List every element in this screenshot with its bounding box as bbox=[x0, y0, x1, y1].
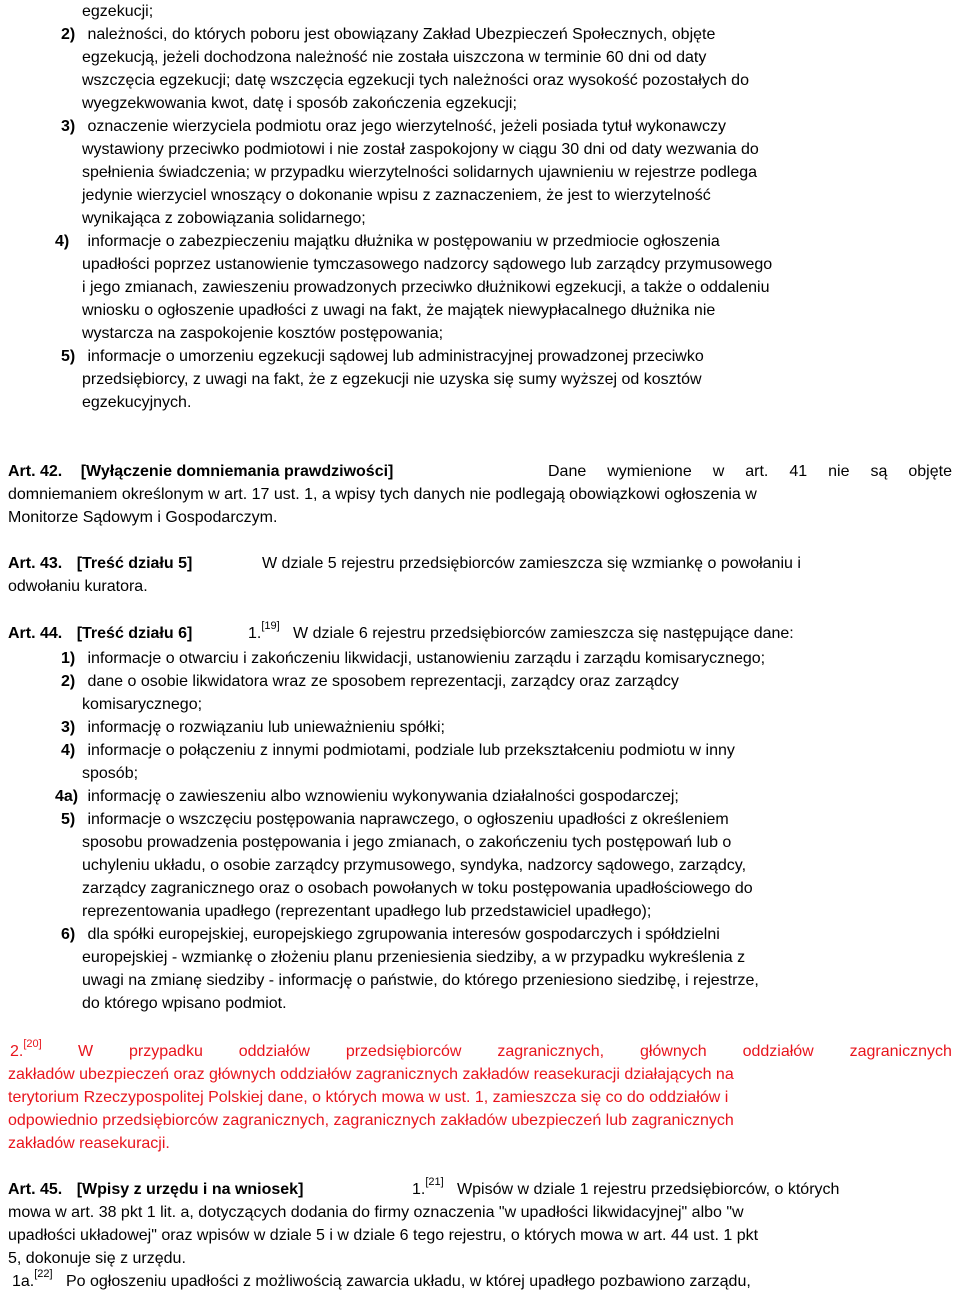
text-line: reprezentowania upadłego (reprezentant upadłego lub przedstawiciel upadłego); bbox=[82, 903, 652, 920]
item-number: 1) bbox=[61, 650, 76, 667]
text-line: wystarcza na zaspokojenie kosztów postępowania; bbox=[82, 325, 444, 342]
text-line: egzekucyjnych. bbox=[82, 394, 192, 411]
item-text: informacje o umorzeniu egzekucji sądowej lub administracyjnej prowadzonej przeciwko bbox=[87, 348, 704, 365]
text-line: odwołaniu kuratora. bbox=[8, 578, 148, 595]
text-line: przedsiębiorcy, z uwagi na fakt, że z egzekucji nie uzyska się sumy wyższej od kosztów bbox=[82, 371, 702, 388]
list-item-1 bbox=[61, 647, 765, 670]
list-item-4a bbox=[55, 785, 679, 808]
list-item-3 bbox=[61, 716, 445, 739]
item-number: 6) bbox=[61, 926, 76, 943]
text-line: egzekucją, jeżeli dochodzona należność nie została uiszczona w terminie 60 dni od daty bbox=[82, 49, 707, 66]
paragraph-number: 1a. bbox=[12, 1273, 35, 1290]
text-line: zarządcy zagranicznego oraz o osobach powołanych w toku postępowania upadłościowego do bbox=[82, 880, 753, 897]
word: zagranicznych, bbox=[497, 1043, 605, 1060]
text-line: wynikająca z zobowiązania solidarnego; bbox=[82, 210, 366, 227]
list-item-5 bbox=[61, 345, 704, 368]
word: wymienione bbox=[607, 463, 692, 480]
item-number: 4) bbox=[61, 742, 76, 759]
text-line: zakładów ubezpieczeń oraz głównych oddziałów zagranicznych zakładów reasekuracji działających na bbox=[8, 1066, 734, 1083]
word: przypadku bbox=[129, 1043, 203, 1060]
item-text: dla spółki europejskiej, europejskiego zgrupowania interesów gospodarczych i spółdzielni bbox=[87, 926, 720, 943]
item-number: 5) bbox=[61, 348, 76, 365]
paragraph-number: 1. bbox=[248, 625, 262, 642]
word: są bbox=[870, 463, 888, 480]
text-line: spełnienia świadczenia; w przypadku wierzytelności solidarnych ujawnieniu w rejestrze podlega bbox=[82, 164, 758, 181]
item-text: informacje o otwarciu i zakończeniu likwidacji, ustanowieniu zarządu i zarządu komisarycznego; bbox=[87, 650, 766, 667]
word: w bbox=[712, 463, 725, 480]
article-44-heading bbox=[8, 622, 192, 645]
paragraph-1 bbox=[248, 622, 794, 645]
text-line: i jego zmianach, zawieszeniu prowadzonych przeciwko dłużnikowi egzekucji, a także o oddaleniu bbox=[82, 279, 770, 296]
item-number: 5) bbox=[61, 811, 76, 828]
article-42-heading bbox=[8, 460, 393, 483]
item-text: informacje o połączeniu z innymi podmiotami, podziale lub przekształceniu podmiotu w inny bbox=[87, 742, 735, 759]
justified-line bbox=[78, 1040, 952, 1063]
list-item-3 bbox=[61, 115, 726, 138]
paragraph-1 bbox=[412, 1178, 839, 1201]
word: głównych bbox=[639, 1043, 707, 1060]
list-item-4 bbox=[61, 739, 735, 762]
item-number: 2) bbox=[61, 26, 76, 43]
article-number: Art. 45. bbox=[8, 1181, 63, 1198]
text-line: Monitorze Sądowym i Gospodarczym. bbox=[8, 509, 278, 526]
text-line: uchyleniu układu, o osobie zarządcy przymusowego, syndyka, nadzorcy sądowego, zarządcy, bbox=[82, 857, 747, 874]
item-number: 3) bbox=[61, 118, 76, 135]
footnote-ref[interactable]: [21] bbox=[425, 1176, 444, 1188]
text-line: do którego wpisano podmiot. bbox=[82, 995, 287, 1012]
text-line: sposób; bbox=[82, 765, 139, 782]
text-line: wystawiony przeciwko podmiotowi i nie został zaspokojony w ciągu 30 dni od daty wezwania do bbox=[82, 141, 759, 158]
word: objęte bbox=[908, 463, 952, 480]
word: przedsiębiorców bbox=[345, 1043, 462, 1060]
text-line: upadłości poprzez ustanowienie tymczasowego nadzorcy sądowego lub zarządcy przymusowego bbox=[82, 256, 773, 273]
paragraph-2-number bbox=[10, 1040, 42, 1063]
footnote-ref[interactable]: [19] bbox=[261, 620, 280, 632]
text-line: W dziale 5 rejestru przedsiębiorców zamieszcza się wzmiankę o powołaniu i bbox=[262, 555, 801, 572]
justified-line bbox=[548, 460, 952, 483]
paragraph-1a bbox=[12, 1270, 751, 1293]
footnote-ref[interactable]: [22] bbox=[34, 1268, 53, 1280]
paragraph-text: Wpisów w dziale 1 rejestru przedsiębiorców, o których bbox=[457, 1181, 840, 1198]
article-number: Art. 43. bbox=[8, 555, 63, 572]
text-line: mowa w art. 38 pkt 1 lit. a, dotyczących dodania do firmy oznaczenia "w upadłości likwidacyjnej" albo "w bbox=[8, 1204, 744, 1221]
list-item-2 bbox=[61, 670, 679, 693]
item-number: 4a) bbox=[55, 788, 79, 805]
list-item-4 bbox=[55, 230, 720, 253]
paragraph-number: 1. bbox=[412, 1181, 426, 1198]
item-text: oznaczenie wierzyciela podmiotu oraz jego wierzytelność, jeżeli posiada tytuł wykonawczy bbox=[87, 118, 726, 135]
word: nie bbox=[828, 463, 850, 480]
text-line: wniosku o ogłoszenie upadłości z uwagi na fakt, że majątek niewypłacalnego dłużnika nie bbox=[82, 302, 716, 319]
text-line: zakładów reasekuracji. bbox=[8, 1135, 170, 1152]
text-line: wszczęcia egzekucji; datę wszczęcia egzekucji tych należności oraz wysokość pozostałych do bbox=[82, 72, 749, 89]
footnote-ref[interactable]: [20] bbox=[23, 1038, 42, 1050]
text-line: wyegzekwowania kwot, datę i sposób zakończenia egzekucji; bbox=[82, 95, 517, 112]
item-number: 2) bbox=[61, 673, 76, 690]
text-line: terytorium Rzeczypospolitej Polskiej dane, o których mowa w ust. 1, zamieszcza się co do oddziałów i bbox=[8, 1089, 729, 1106]
paragraph-number: 2. bbox=[10, 1043, 24, 1060]
item-text: dane o osobie likwidatora wraz ze sposobem reprezentacji, zarządcy oraz zarządcy bbox=[87, 673, 679, 690]
paragraph-text: W dziale 6 rejestru przedsiębiorców zamieszcza się następujące dane: bbox=[293, 625, 794, 642]
text-line: upadłości układowej" oraz wpisów w dziale 5 i w dziale 6 tego rejestru, o których mowa w art. 44 ust. 1 pkt bbox=[8, 1227, 759, 1244]
word: Dane bbox=[548, 463, 587, 480]
text-line: jedynie wierzyciel wnoszący o dokonanie wpisu z zaznaczeniem, że jest to wierzytelność bbox=[82, 187, 711, 204]
article-43-heading bbox=[8, 552, 192, 575]
list-item-5 bbox=[61, 808, 729, 831]
paragraph-text: Po ogłoszeniu upadłości z możliwością zawarcia układu, w której upadłego pozbawiono zarządu, bbox=[65, 1273, 751, 1290]
item-number: 4) bbox=[55, 233, 70, 250]
text-line: sposobu prowadzenia postępowania i jego zmianach, o zakończeniu tych postępowań lub o bbox=[82, 834, 732, 851]
word: oddziałów bbox=[238, 1043, 310, 1060]
item-text: należności, do których poboru jest obowiązany Zakład Ubezpieczeń Społecznych, objęte bbox=[87, 26, 716, 43]
word: zagranicznych bbox=[849, 1043, 952, 1060]
item-text: informację o rozwiązaniu lub unieważnieniu spółki; bbox=[87, 719, 445, 736]
text-line: europejskiej - wzmiankę o złożeniu planu przeniesienia siedziby, a w przypadku wykreślenia z bbox=[82, 949, 746, 966]
word: oddziałów bbox=[742, 1043, 814, 1060]
article-number: Art. 42. bbox=[8, 463, 63, 480]
word: art. bbox=[745, 463, 769, 480]
article-title: [Wyłączenie domniemania prawdziwości] bbox=[80, 463, 394, 480]
word: W bbox=[78, 1043, 94, 1060]
text-line: uwagi na zmianę siedziby - informację o państwie, do którego przeniesiono siedzibę, i rejestrze, bbox=[82, 972, 759, 989]
article-45-heading bbox=[8, 1178, 303, 1201]
text-line: komisarycznego; bbox=[82, 696, 203, 713]
text-line: 5, dokonuje się z urzędu. bbox=[8, 1250, 186, 1267]
article-title: [Treść działu 6] bbox=[76, 625, 193, 642]
word: 41 bbox=[789, 463, 808, 480]
article-title: [Wpisy z urzędu i na wniosek] bbox=[76, 1181, 304, 1198]
article-number: Art. 44. bbox=[8, 625, 63, 642]
list-item-6 bbox=[61, 923, 720, 946]
text-line: egzekucji; bbox=[82, 3, 154, 20]
text-line: odpowiednio przedsiębiorców zagranicznych, zagranicznych zakładów ubezpieczeń lub zagranicznych bbox=[8, 1112, 734, 1129]
item-text: informacje o zabezpieczeniu majątku dłużnika w postępowaniu w przedmiocie ogłoszenia bbox=[87, 233, 720, 250]
item-number: 3) bbox=[61, 719, 76, 736]
text-line: domniemaniem określonym w art. 17 ust. 1, a wpisy tych danych nie podlegają obowiązkowi ogłoszenia w bbox=[8, 486, 757, 503]
item-text: informację o zawieszeniu albo wznowieniu wykonywania działalności gospodarczej; bbox=[87, 788, 679, 805]
article-title: [Treść działu 5] bbox=[76, 555, 193, 572]
list-item-2 bbox=[61, 23, 715, 46]
item-text: informacje o wszczęciu postępowania naprawczego, o ogłoszeniu upadłości z określeniem bbox=[87, 811, 729, 828]
